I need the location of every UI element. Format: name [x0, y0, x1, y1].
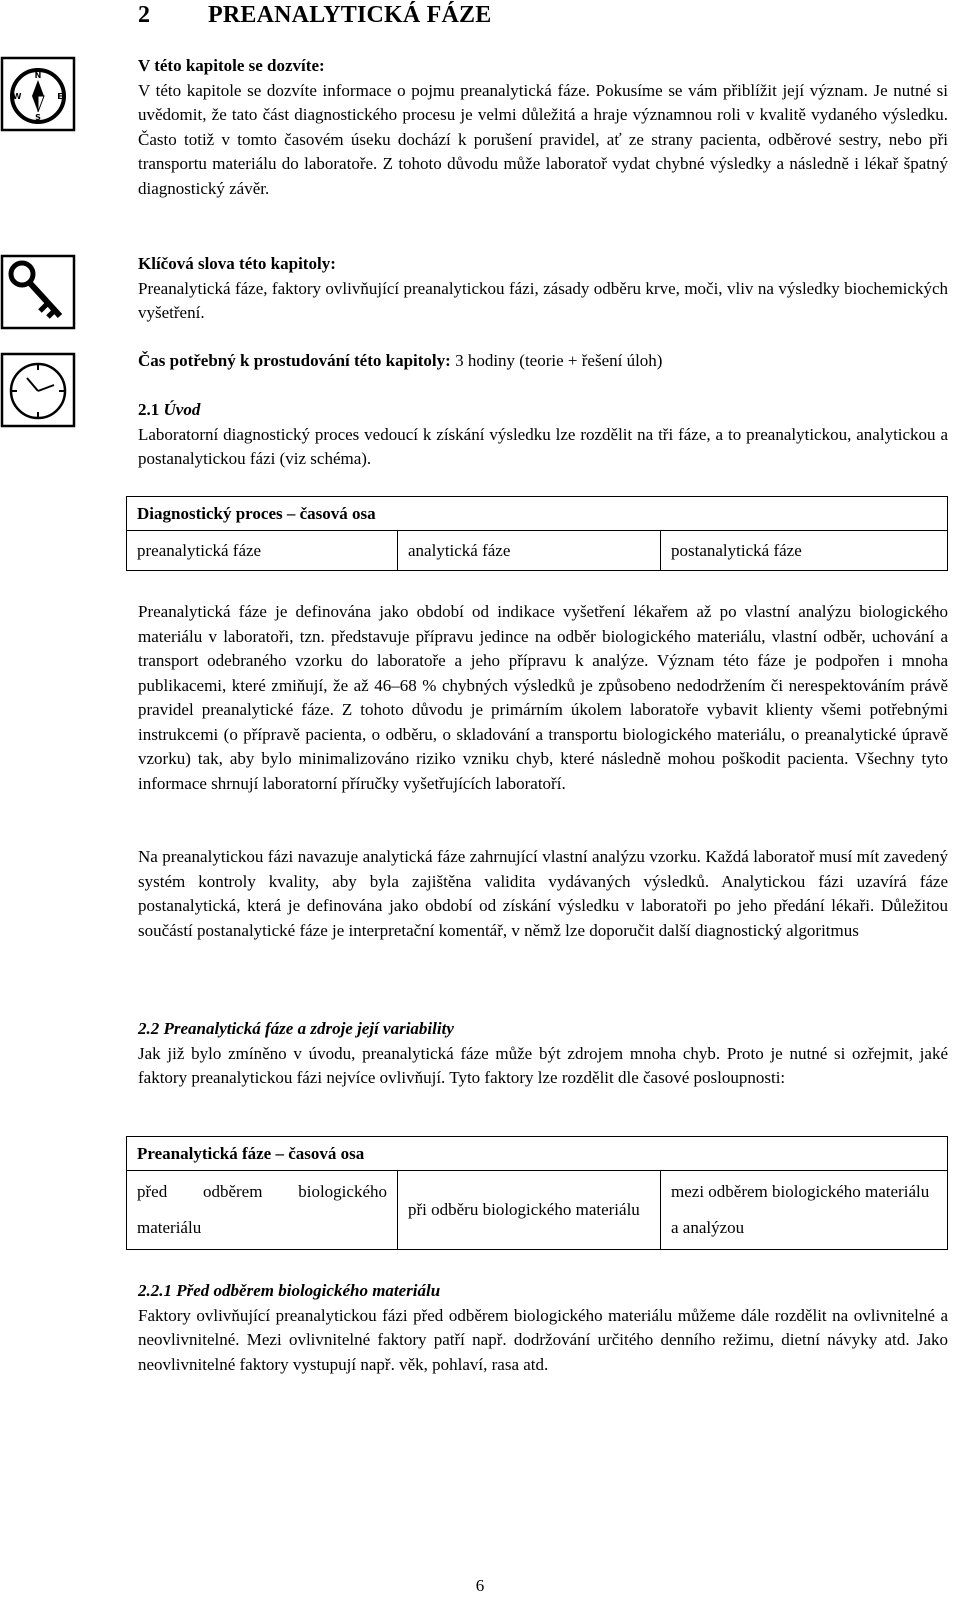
clock-icon	[0, 352, 76, 428]
compass-letter-e: E	[57, 92, 63, 101]
study-time-value: 3 hodiny (teorie + řešení úloh)	[450, 351, 663, 370]
table2-cell-during: při odběru biologického materiálu	[398, 1171, 661, 1250]
section-2-2-1	[138, 1279, 948, 1377]
diagnostic-process-table	[126, 496, 948, 571]
section-2-2-text: Jak již bylo zmíněno v úvodu, preanalytická fáze může být zdrojem mnoha chyb. Proto je nutné si ozřejmit, jaké faktory preanalytickou fázi nejvíce ovlivňují. Tyto faktory lze rozdělit dle časové posloupnosti:	[138, 1043, 948, 1087]
intro-text: V této kapitole se dozvíte informace o pojmu preanalytická fáze. Pokusíme se vám přiblížit její význam. Je nutné si uvědomit, že tato část diagnostického procesu je velmi důležitá a hraje významnou roli v kvalitě vydaného výsledku. Často totiž v tomto časovém úseku dochází k porušení pravidel, ať ze strany pacienta, odběrové sestry, nebo při transportu materiálu do laboratoře. Z tohoto důvodu může laboratoř vydat chybné výsledky a následně i lékař špatný diagnostický závěr.	[138, 80, 948, 198]
intro-section	[138, 54, 948, 201]
page-number: 6	[475, 1576, 485, 1595]
chapter-title: PREANALYTICKÁ FÁZE	[208, 2, 492, 28]
table2-title: Preanalytická fáze – časová osa	[127, 1137, 948, 1171]
table1-cell-analytical: analytická fáze	[398, 531, 661, 571]
keywords-heading: Klíčová slova této kapitoly:	[138, 254, 336, 273]
section-2-2-1-heading: 2.2.1 Před odběrem biologického materiálu	[138, 1281, 441, 1300]
table1-title: Diagnostický proces – časová osa	[127, 497, 948, 531]
intro-heading: V této kapitole se dozvíte:	[138, 56, 325, 75]
keywords-section	[138, 252, 948, 326]
preanalytical-paragraph-1: Preanalytická fáze je definována jako období od indikace vyšetření lékařem až po vlastní analýzu biologického materiálu v laboratoři, tzn. představuje přípravu jedince na odběr biologického materiálu, vlastní odběr, uchování a transport odebraného vzorku do laboratoře a jeho přípravu k analýze. Význam této fáze je podpořen i mnoha publikacemi, které zmiňují, že až 46–68 % chybných výsledků je způsobeno nedodržením či nerespektováním právě pravidel preanalytické fáze. Z tohoto důvodu je primárním úkolem laboratoře vybavit klienty všemi potřebnými instrukcemi (o přípravě pacienta, o odběru, o skladování a transportu biologického materiálu, o preanalytické úpravě vzorku) tak, aby bylo minimalizováno riziko vzniku chyb, které následně mohou poškodit pacienta. Všechny tyto informace shrnují laboratorní příručky vyšetřujících laboratoří.	[138, 602, 948, 793]
preanalytical-timeline-table	[126, 1136, 948, 1250]
compass-letter-s: S	[35, 113, 41, 122]
compass-letter-w: W	[12, 92, 22, 101]
compass-icon	[0, 56, 76, 132]
table2-cell-after: mezi odběrem biologického materiálu a analýzou	[661, 1171, 948, 1250]
chapter-heading	[138, 2, 491, 29]
section-2-1	[138, 398, 948, 472]
section-2-2-1-text: Faktory ovlivňující preanalytickou fázi před odběrem biologického materiálu můžeme dále rozdělit na ovlivnitelné a neovlivnitelné. Mezi ovlivnitelné faktory patří např. dodržování určitého denního režimu, dietní návyky atd. Jako neovlivnitelné faktory vystupují např. věk, pohlaví, rasa atd.	[138, 1305, 948, 1374]
table1-cell-postanalytical: postanalytická fáze	[661, 531, 948, 571]
compass-letter-n: N	[34, 71, 42, 80]
section-2-1-heading	[138, 398, 948, 423]
section-2-1-title: Úvod	[163, 400, 201, 419]
key-icon	[0, 254, 76, 330]
study-time-label: Čas potřebný k prostudování této kapitoly:	[138, 351, 451, 370]
keywords-text: Preanalytická fáze, faktory ovlivňující preanalytickou fázi, zásady odběru krve, moči, vliv na výsledky biochemických vyšetření.	[138, 278, 948, 322]
section-2-1-number: 2.1	[138, 400, 164, 419]
section-2-1-text: Laboratorní diagnostický proces vedoucí k získání výsledku lze rozdělit na tři fáze, a to preanalytickou, analytickou a postanalytickou fázi (viz schéma).	[138, 424, 948, 468]
study-time	[138, 349, 948, 374]
section-2-2-heading: 2.2 Preanalytická fáze a zdroje její variability	[138, 1019, 454, 1038]
preanalytical-paragraph-2: Na preanalytickou fázi navazuje analytická fáze zahrnující vlastní analýzu vzorku. Každá laboratoř musí mít zavedený systém kontroly kvality, aby byla zajištěna validita vydávaných výsledků. Analytickou fázi uzavírá fáze postanalytická, která je definována jako období od získání výsledku v laboratoři po jeho předání lékaři. Důležitou součástí postanalytické fáze je interpretační komentář, v němž lze doporučit další diagnostický algoritmus	[138, 847, 948, 940]
table2-cell-before: před odběrem biologického materiálu	[127, 1171, 398, 1250]
section-2-2	[138, 1017, 948, 1091]
table1-cell-preanalytical: preanalytická fáze	[127, 531, 398, 571]
chapter-number: 2	[138, 2, 151, 28]
